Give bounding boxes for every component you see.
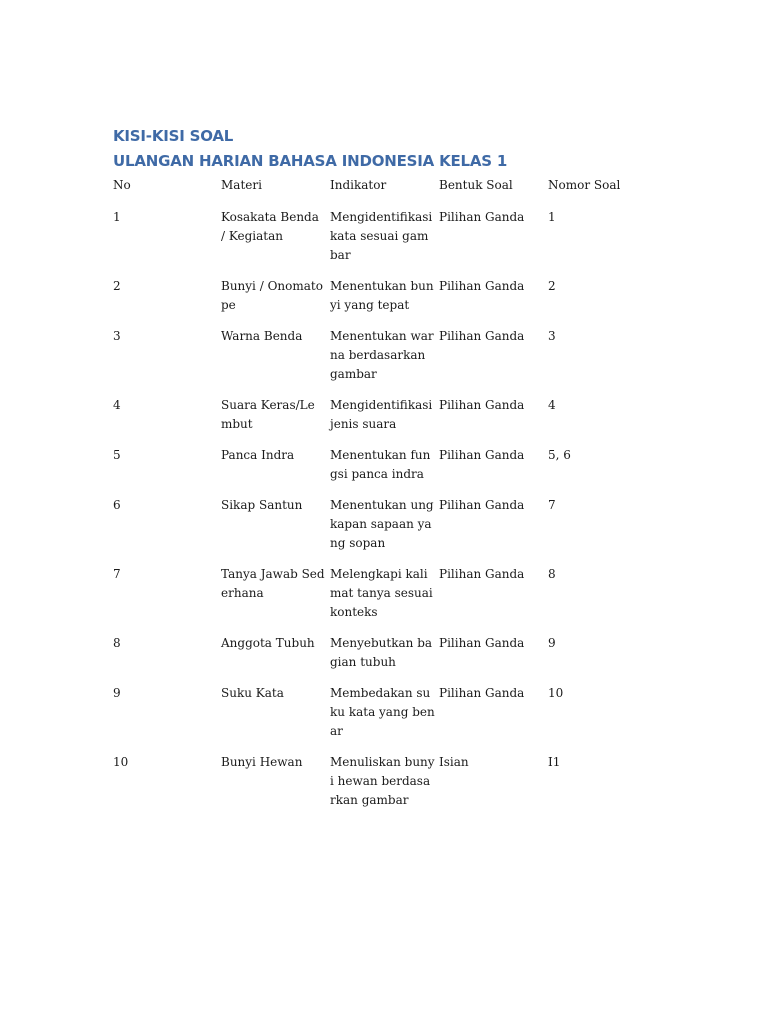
table-row	[113, 684, 661, 753]
cell-materi: Panca Indra	[221, 448, 295, 462]
table-body	[113, 208, 661, 822]
cell-materi: Sikap Santun	[221, 498, 303, 512]
cell-materi: Tanya Jawab Sederhana	[221, 567, 325, 600]
cell-indikator: Membedakan suku kata yang benar	[330, 686, 435, 738]
header-bentuk-soal: Bentuk Soal	[439, 178, 513, 192]
cell-materi: Suara Keras/Lembut	[221, 398, 315, 431]
cell-indikator: Menentukan fungsi panca indra	[330, 448, 431, 481]
cell-nomor-soal: 10	[548, 686, 564, 700]
table-row	[113, 565, 661, 634]
cell-materi: Bunyi / Onomatope	[221, 279, 323, 312]
cell-no: 8	[113, 636, 121, 650]
cell-bentuk-soal: Pilihan Ganda	[439, 686, 525, 700]
table-row	[113, 396, 661, 446]
cell-no: 2	[113, 279, 121, 293]
cell-materi: Bunyi Hewan	[221, 755, 303, 769]
cell-indikator: Menentukan bunyi yang tepat	[330, 279, 434, 312]
cell-no: 9	[113, 686, 121, 700]
cell-materi: Suku Kata	[221, 686, 284, 700]
cell-no: 4	[113, 398, 121, 412]
header-nomor-soal: Nomor Soal	[548, 178, 621, 192]
table-row	[113, 277, 661, 327]
cell-nomor-soal: 4	[548, 398, 556, 412]
cell-nomor-soal: 7	[548, 498, 556, 512]
document-subtitle: ULANGAN HARIAN BAHASA INDONESIA KELAS 1	[113, 152, 508, 170]
cell-bentuk-soal: Pilihan Ganda	[439, 210, 525, 224]
cell-bentuk-soal: Pilihan Ganda	[439, 498, 525, 512]
cell-bentuk-soal: Pilihan Ganda	[439, 636, 525, 650]
cell-nomor-soal: 8	[548, 567, 556, 581]
cell-materi: Anggota Tubuh	[221, 636, 315, 650]
header-indikator: Indikator	[330, 178, 387, 192]
cell-nomor-soal: 1	[548, 210, 556, 224]
cell-indikator: Menentukan ungkapan sapaan yang sopan	[330, 498, 434, 550]
cell-indikator: Menuliskan bunyi hewan berdasarkan gambar	[330, 755, 435, 807]
cell-indikator: Menyebutkan bagian tubuh	[330, 636, 433, 669]
cell-nomor-soal: 5, 6	[548, 448, 571, 462]
cell-indikator: Mengidentifikasi jenis suara	[330, 398, 433, 431]
cell-materi: Warna Benda	[221, 329, 303, 343]
table-row	[113, 496, 661, 565]
table-row	[113, 208, 661, 277]
cell-nomor-soal: 3	[548, 329, 556, 343]
header-materi: Materi	[221, 178, 262, 192]
cell-no: 1	[113, 210, 121, 224]
cell-bentuk-soal: Pilihan Ganda	[439, 279, 525, 293]
table-header-row	[113, 176, 661, 208]
document-title: KISI-KISI SOAL	[113, 127, 234, 145]
cell-bentuk-soal: Pilihan Ganda	[439, 567, 525, 581]
cell-no: 6	[113, 498, 121, 512]
cell-bentuk-soal: Pilihan Ganda	[439, 329, 525, 343]
cell-nomor-soal: 9	[548, 636, 556, 650]
cell-materi: Kosakata Benda / Kegiatan	[221, 210, 319, 243]
cell-nomor-soal: I1	[548, 755, 561, 769]
cell-bentuk-soal: Isian	[439, 755, 469, 769]
cell-indikator: Mengidentifikasi kata sesuai gambar	[330, 210, 433, 262]
kisi-kisi-table	[113, 176, 661, 822]
cell-no: 5	[113, 448, 121, 462]
table-row	[113, 634, 661, 684]
table-row	[113, 753, 661, 822]
cell-no: 10	[113, 755, 129, 769]
cell-no: 7	[113, 567, 121, 581]
cell-bentuk-soal: Pilihan Ganda	[439, 398, 525, 412]
table-row	[113, 327, 661, 396]
cell-nomor-soal: 2	[548, 279, 556, 293]
cell-indikator: Menentukan warna berdasarkan gambar	[330, 329, 434, 381]
header-no: No	[113, 178, 131, 192]
table-row	[113, 446, 661, 496]
cell-indikator: Melengkapi kalimat tanya sesuai konteks	[330, 567, 433, 619]
cell-no: 3	[113, 329, 121, 343]
document-page	[113, 124, 673, 822]
cell-bentuk-soal: Pilihan Ganda	[439, 448, 525, 462]
